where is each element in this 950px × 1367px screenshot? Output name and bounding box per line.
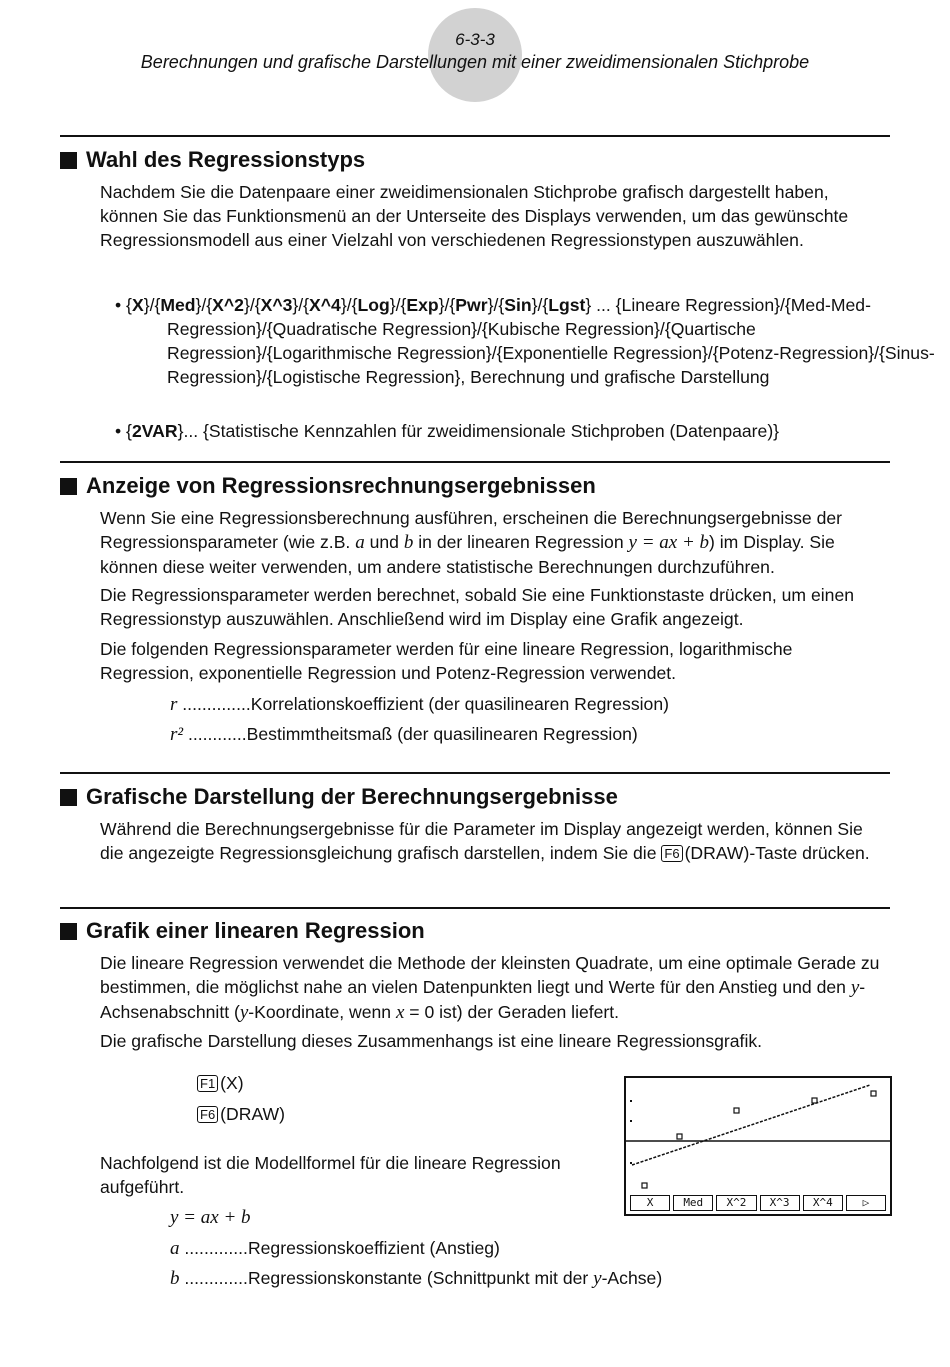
f1-key-icon: F1 [197,1075,218,1092]
calculator-screen [624,1076,892,1216]
model-formula: y = ax + b [170,1207,251,1228]
section-heading-regression-type: Wahl des Regressionstyps [60,147,365,173]
menu-item-x3: X^3 [760,1195,800,1211]
page-number: 6-3-3 [455,30,495,49]
page-header-title: Berechnungen und grafische Darstellungen mit einer zweidimensionalen Stichprobe [140,52,810,72]
menu-item-med: Med [673,1195,713,1211]
f6-key-icon: F6 [661,845,682,862]
heading-square-icon [60,478,77,495]
axis-tick [630,1100,632,1102]
f6-key-icon: F6 [197,1106,218,1123]
definition-b: b .............Regressionskonstante (Schnittpunkt mit der y-Achse) [170,1268,663,1289]
section-heading-regression-results: Anzeige von Regressionsrechnungsergebnissen [60,473,596,499]
section2-paragraph-2: Die Regressionsparameter werden berechnet, sobald Sie eine Funktionstaste drücken, um einen Regressionstyp auszuwählen. Anschließend wird im Display eine Grafik angezeigt. [100,585,855,629]
section3-paragraph: Während die Berechnungsergebnisse für die Parameter im Display angezeigt werden, können Sie die angezeigte Regressionsgleichung grafisch darstellen, indem Sie die F6 (DRAW)-Taste drücken. [100,819,870,863]
section-divider [60,135,890,137]
step-f6-draw: F6 (DRAW) [197,1102,285,1126]
axis-tick [630,1162,632,1164]
data-point [812,1098,817,1103]
regression-line [632,1085,870,1165]
axis-tick [630,1120,632,1122]
menu-item-x4: X^4 [803,1195,843,1211]
bullet-2var: • {2VAR}... {Statistische Kennzahlen für zweidimensionale Stichproben (Datenpaare)} [115,421,780,441]
heading-square-icon [60,923,77,940]
section2-paragraph-1: Wenn Sie eine Regressionsberechnung ausführen, erscheinen die Berechnungsergebnisse der Regressionsparameter (wie z.B. a und b in der linearen Regression y = ax + b) im Display. Sie können diese weiter verwenden, um andere statistische Berechnungen durchzuführen. [100,508,843,577]
heading-square-icon [60,152,77,169]
section-heading-graph-results: Grafische Darstellung der Berechnungsergebnisse [60,784,618,810]
regression-graph [626,1078,890,1192]
section-divider [60,907,890,909]
function-menu-bar [630,1195,886,1211]
definition-r: r ..............Korrelationskoeffizient (der quasilinearen Regression) [170,694,669,715]
data-point [734,1108,739,1113]
section-heading-linear-regression: Grafik einer linearen Regression [60,918,425,944]
section1-intro: Nachdem Sie die Datenpaare einer zweidimensionalen Stichprobe grafisch dargestellt haben, können Sie das Funktionsmenü an der Unterseite des Displays verwenden, um das gewünschte Regressionsmodell aus einer Vielzahl von verschiedenen Regressionstypen auszuwählen. [100,182,849,250]
menu-item-next-arrow-icon: ▷ [846,1195,886,1211]
menu-item-x2: X^2 [716,1195,756,1211]
bullet-regression-keys: • {X}/{Med}/{X^2}/{X^3}/{X^4}/{Log}/{Exp}/{Pwr}/{Sin}/{Lgst} ... {Lineare Regression}/{Med-Med-Regression}/{Quadratische Regression}/{Kubische Regression}/{Quartische Regression}/{Logarithmische Regression}/{Exponentielle Regression}/{Potenz-Regression}/{Sinus-Regression}/{Logistische Regression}, Berechnung und grafische Darstellung [115,295,935,387]
definition-a: a .............Regressionskoeffizient (Anstieg) [170,1238,500,1259]
menu-item-x: X [630,1195,670,1211]
section4-paragraph-1: Die lineare Regression verwendet die Methode der kleinsten Quadrate, um eine optimale Gerade zu bestimmen, die möglichst nahe an vielen Datenpunkten liegt und Werte für den Anstieg und den y-Achsenabschnitt (y-Koordinate, wenn x = 0 ist) der Geraden liefert. [100,953,880,1023]
section-divider [60,772,890,774]
data-point [871,1091,876,1096]
section2-paragraph-3: Die folgenden Regressionsparameter werden für eine lineare Regression, logarithmische Regression, exponentielle Regression und Potenz-Regression verwendet. [100,639,793,683]
data-point [642,1183,647,1188]
section-divider [60,461,890,463]
data-point [677,1134,682,1139]
step-f1-x: F1 (X) [197,1071,244,1095]
definition-r2: r² ............Bestimmtheitsmaß (der quasilinearen Regression) [170,724,638,745]
section4-paragraph-3: Nachfolgend ist die Modellformel für die lineare Regression aufgeführt. [100,1153,561,1197]
section4-paragraph-2: Die grafische Darstellung dieses Zusammenhangs ist eine lineare Regressionsgrafik. [100,1031,763,1051]
heading-square-icon [60,789,77,806]
